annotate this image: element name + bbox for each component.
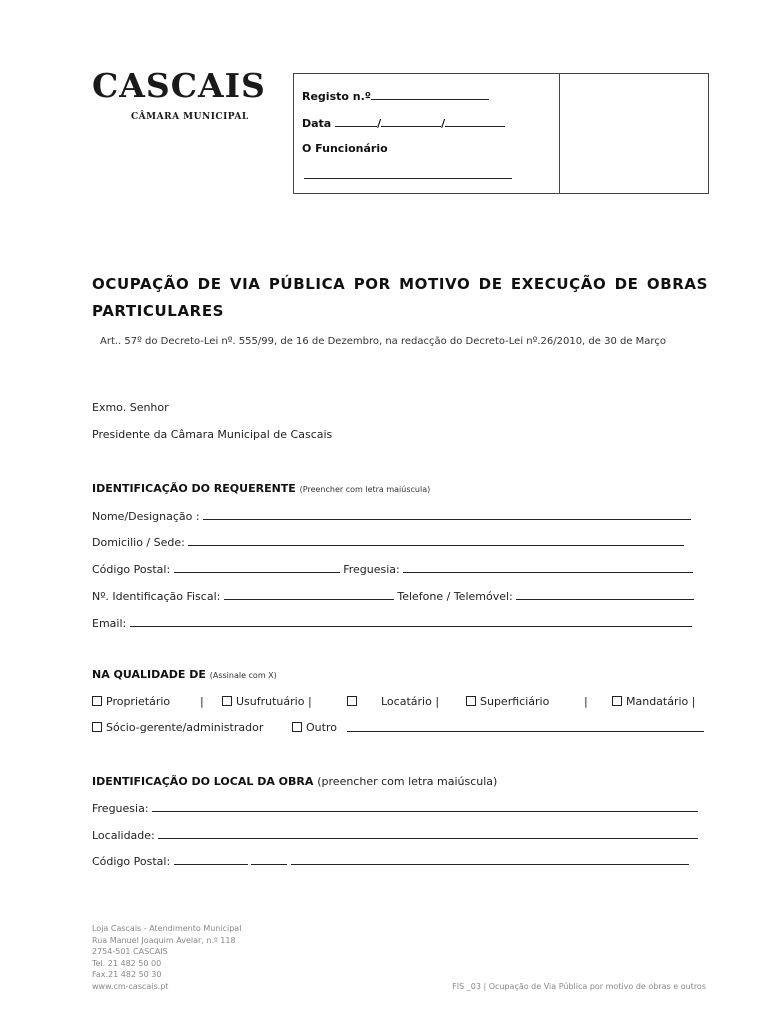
domicilio-row — [92, 535, 684, 549]
footer-line: 2754-501 CASCAIS — [92, 947, 168, 956]
footer-line: Rua Manuel Joaquim Avelar, n.º 118 — [92, 935, 236, 945]
telefone-label: Telefone / Telemóvel: — [397, 590, 513, 603]
footer-website: www.cm-cascais.pt — [92, 981, 169, 991]
option-usufrutuario[interactable]: Usufrutuário | — [222, 695, 312, 708]
codigo-postal-label: Código Postal: — [92, 563, 171, 576]
email-label: Email: — [92, 617, 127, 630]
local-heading — [92, 775, 497, 788]
data-label: Data — [302, 117, 332, 130]
logo-subtitle: CÂMARA MUNICIPAL — [131, 112, 249, 122]
option-proprietario[interactable]: Proprietário — [92, 695, 170, 708]
qualidade-heading — [92, 668, 277, 681]
option-socio-gerente[interactable]: Sócio-gerente/administrador — [92, 721, 263, 734]
checkbox-locatario[interactable] — [347, 696, 357, 706]
data-row: Data / / — [302, 116, 505, 130]
telefone-field[interactable] — [516, 589, 694, 600]
logo-wordmark: CASCAIS — [92, 66, 266, 105]
local-freguesia-label: Freguesia: — [92, 802, 149, 815]
local-freguesia-row — [92, 801, 698, 815]
registration-box-divider — [559, 74, 560, 193]
codigo-postal-row — [92, 562, 693, 576]
nome-field[interactable] — [203, 509, 691, 520]
email-field[interactable] — [130, 616, 692, 627]
salutation-line1: Exmo. Senhor — [92, 401, 169, 414]
local-freguesia-field[interactable] — [152, 801, 698, 812]
option-outro[interactable]: Outro — [292, 721, 337, 734]
local-codigo-postal-row — [92, 854, 689, 868]
checkbox-socio-gerente[interactable] — [92, 722, 102, 732]
local-localidade-row — [92, 828, 698, 842]
legal-reference: Art.. 57º do Decreto-Lei nº. 555/99, de 16 de Dezembro, na redacção do Decreto-Lei nº.26/2010, de 30 de Março — [100, 336, 666, 347]
nome-row — [92, 509, 691, 523]
freguesia-label: Freguesia: — [343, 563, 400, 576]
data-month-field[interactable] — [381, 116, 441, 127]
qualidade-heading-note: (Assinale com X) — [209, 671, 277, 680]
requerente-heading-text: IDENTIFICAÇÃO DO REQUERENTE — [92, 482, 296, 495]
nif-row — [92, 589, 694, 603]
local-heading-note: (preencher com letra maiúscula) — [317, 775, 498, 788]
checkbox-proprietario[interactable] — [92, 696, 102, 706]
document-title: OCUPAÇÃO DE VIA PÚBLICA POR MOTIVO DE EXECUÇÃO DE OBRAS PARTICULARES — [92, 275, 708, 320]
registration-box — [293, 73, 709, 194]
domicilio-field[interactable] — [188, 535, 684, 546]
requerente-heading-note: (Preencher com letra maiúscula) — [299, 485, 431, 494]
nif-label: Nº. Identificação Fiscal: — [92, 590, 221, 603]
separator: | — [584, 695, 588, 708]
local-localidade-field[interactable] — [158, 828, 698, 839]
footer-form-code: FIS _03 | Ocupação de Via Pública por motivo de obras e outros — [452, 982, 706, 991]
checkbox-mandatario[interactable] — [612, 696, 622, 706]
separator: | — [200, 695, 204, 708]
outro-field[interactable] — [347, 721, 704, 732]
nome-label: Nome/Designação : — [92, 510, 200, 523]
funcionario-label: O Funcionário — [302, 142, 388, 155]
data-day-field[interactable] — [335, 116, 377, 127]
local-cp-field-2[interactable] — [251, 854, 287, 865]
footer-line: Loja Cascais - Atendimento Municipal — [92, 924, 242, 933]
nif-field[interactable] — [224, 589, 394, 600]
footer-line: Fax.21 482 50 30 — [92, 970, 162, 979]
codigo-postal-field[interactable] — [174, 562, 340, 573]
funcionario-signature-field[interactable] — [304, 168, 512, 179]
local-localidade-label: Localidade: — [92, 829, 155, 842]
option-mandatario[interactable]: Mandatário | — [612, 695, 696, 708]
registo-row — [302, 89, 489, 103]
checkbox-superficiario[interactable] — [466, 696, 476, 706]
option-locatario-box[interactable] — [347, 695, 361, 708]
option-locatario: Locatário | — [381, 695, 440, 708]
local-codigo-postal-label: Código Postal: — [92, 855, 171, 868]
footer-line: Tel. 21 482 50 00 — [92, 958, 162, 968]
registo-label: Registo n.º — [302, 90, 371, 103]
option-superficiario[interactable]: Superficiário — [466, 695, 549, 708]
freguesia-field[interactable] — [403, 562, 693, 573]
qualidade-heading-text: NA QUALIDADE DE — [92, 668, 206, 681]
salutation-line2: Presidente da Câmara Municipal de Cascais — [92, 428, 333, 441]
footer-address — [92, 923, 241, 992]
data-year-field[interactable] — [445, 116, 505, 127]
email-row — [92, 616, 692, 630]
local-heading-text: IDENTIFICAÇÃO DO LOCAL DA OBRA — [92, 775, 314, 788]
registo-field[interactable] — [371, 89, 489, 100]
checkbox-usufrutuario[interactable] — [222, 696, 232, 706]
checkbox-outro[interactable] — [292, 722, 302, 732]
domicilio-label: Domicilio / Sede: — [92, 536, 185, 549]
requerente-heading — [92, 482, 430, 495]
local-cp-field-3[interactable] — [291, 854, 689, 865]
local-cp-field-1[interactable] — [174, 854, 248, 865]
